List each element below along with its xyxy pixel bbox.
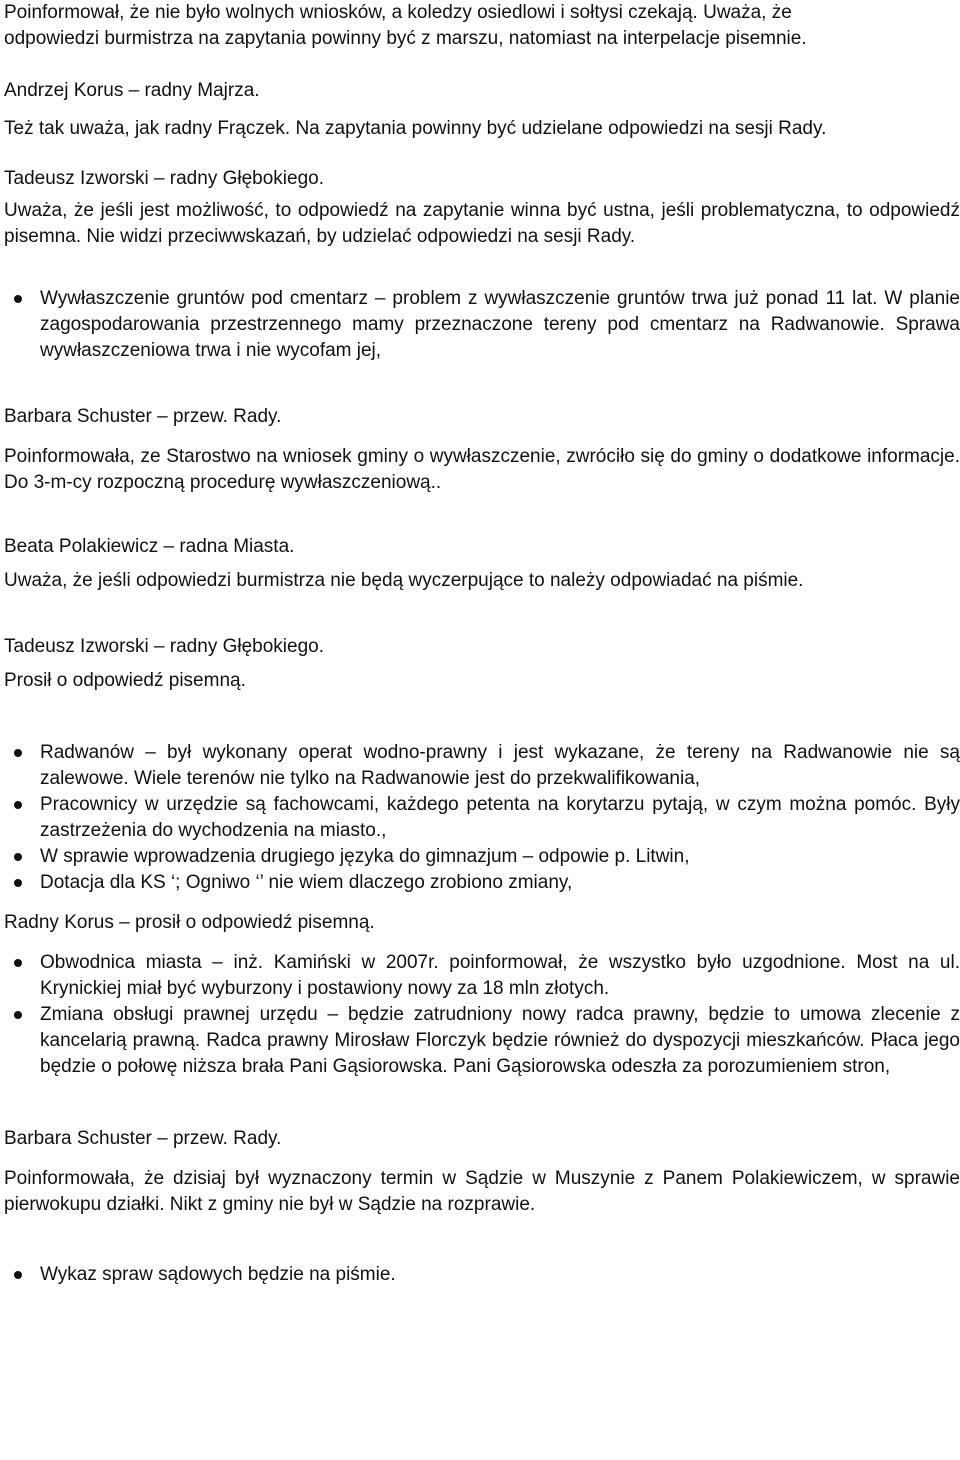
- speaker-name: Beata Polakiewicz – radna Miasta.: [4, 536, 295, 557]
- paragraph-line: odpowiedzi burmistrza na zapytania powinny być z marszu, natomiast na interpelacje pisemnie.: [4, 28, 807, 49]
- list-item: [4, 950, 960, 1002]
- bullet-icon: [14, 749, 22, 757]
- list-item-text: Pracownicy w urzędzie są fachowcami, każdego petenta na korytarzu pytają, w czym można pomóc. Były zastrzeżenia do wychodzenia na miasto.,: [40, 794, 960, 841]
- list-item: [4, 286, 960, 364]
- speaker-statement: Poinformowała, że dzisiaj był wyznaczony termin w Sądzie w Muszynie z Panem Polakiewiczem, w sprawie pierwokupu działki. Nikt z gminy nie był w Sądzie na rozprawie.: [4, 1168, 960, 1215]
- list-item-text: Dotacja dla KS ‘; Ogniwo ‘’ nie wiem dlaczego zrobiono zmiany,: [40, 872, 573, 893]
- speaker-statement: Radny Korus – prosił o odpowiedź pisemną.: [4, 912, 375, 933]
- speaker-name: Barbara Schuster – przew. Rady.: [4, 406, 282, 427]
- list-item-text: Wykaz spraw sądowych będzie na piśmie.: [40, 1264, 396, 1285]
- list-item-text: Wywłaszczenie gruntów pod cmentarz – problem z wywłaszczenie gruntów trwa już ponad 11 lat. W planie zagospodarowania przestrzennego mamy przeznaczone tereny pod cmentarz na Radwanowie. Sprawa wywłaszczeniowa trwa i nie wycofam jej,: [40, 288, 960, 361]
- speaker-statement: Uważa, że jeśli odpowiedzi burmistrza nie będą wyczerpujące to należy odpowiadać na piśmie.: [4, 570, 804, 591]
- speaker-statement: Uważa, że jeśli jest możliwość, to odpowiedź na zapytanie winna być ustna, jeśli problematyczna, to odpowiedź pisemna. Nie widzi przeciwwskazań, by udzielać odpowiedzi na sesji Rady.: [4, 200, 960, 247]
- bullet-icon: [14, 295, 22, 303]
- bullet-list: [4, 950, 960, 1080]
- list-item: [4, 844, 960, 870]
- bullet-icon: [14, 959, 22, 967]
- bullet-icon: [14, 879, 22, 887]
- document-page: [4, 0, 960, 1288]
- list-item-text: Radwanów – był wykonany operat wodno-prawny i jest wykazane, że tereny na Radwanowie nie są zalewowe. Wiele terenów nie tylko na Radwanowie jest do przekwalifikowania,: [40, 742, 960, 789]
- list-item: [4, 740, 960, 792]
- speaker-name: Barbara Schuster – przew. Rady.: [4, 1128, 282, 1149]
- bullet-icon: [14, 853, 22, 861]
- speaker-statement: Prosił o odpowiedź pisemną.: [4, 670, 246, 691]
- bullet-list: [4, 740, 960, 896]
- list-item: [4, 1002, 960, 1080]
- list-item: [4, 1262, 960, 1288]
- speaker-name: Tadeusz Izworski – radny Głębokiego.: [4, 168, 324, 189]
- speaker-name: Andrzej Korus – radny Majrza.: [4, 80, 260, 101]
- bullet-list: [4, 286, 960, 364]
- list-item-text: Obwodnica miasta – inż. Kamiński w 2007r. poinformował, że wszystko było uzgodnione. Most na ul. Krynickiej miał być wyburzony i postawiony nowy za 18 mln złotych.: [40, 952, 960, 999]
- list-item: [4, 792, 960, 844]
- speaker-name: Tadeusz Izworski – radny Głębokiego.: [4, 636, 324, 657]
- paragraph-line: Poinformował, że nie było wolnych wniosków, a koledzy osiedlowi i sołtysi czekają. Uważa, że: [4, 2, 792, 23]
- bullet-icon: [14, 801, 22, 809]
- bullet-icon: [14, 1271, 22, 1279]
- list-item: [4, 870, 960, 896]
- speaker-statement: Też tak uważa, jak radny Frączek. Na zapytania powinny być udzielane odpowiedzi na sesji Rady.: [4, 118, 827, 139]
- bullet-list: [4, 1262, 960, 1288]
- speaker-statement: Poinformowała, ze Starostwo na wniosek gminy o wywłaszczenie, zwróciło się do gminy o dodatkowe informacje. Do 3-m-cy rozpoczną procedurę wywłaszczeniową..: [4, 446, 960, 493]
- list-item-text: W sprawie wprowadzenia drugiego języka do gimnazjum – odpowie p. Litwin,: [40, 846, 690, 867]
- list-item-text: Zmiana obsługi prawnej urzędu – będzie zatrudniony nowy radca prawny, będzie to umowa zlecenie z kancelarią prawną. Radca prawny Mirosław Florczyk będzie również do dyspozycji mieszkańców. Płaca jego będzie o połowę niższa brała Pani Gąsiorowska. Pani Gąsiorowska odeszła za porozumieniem stron,: [40, 1004, 960, 1077]
- bullet-icon: [14, 1011, 22, 1019]
